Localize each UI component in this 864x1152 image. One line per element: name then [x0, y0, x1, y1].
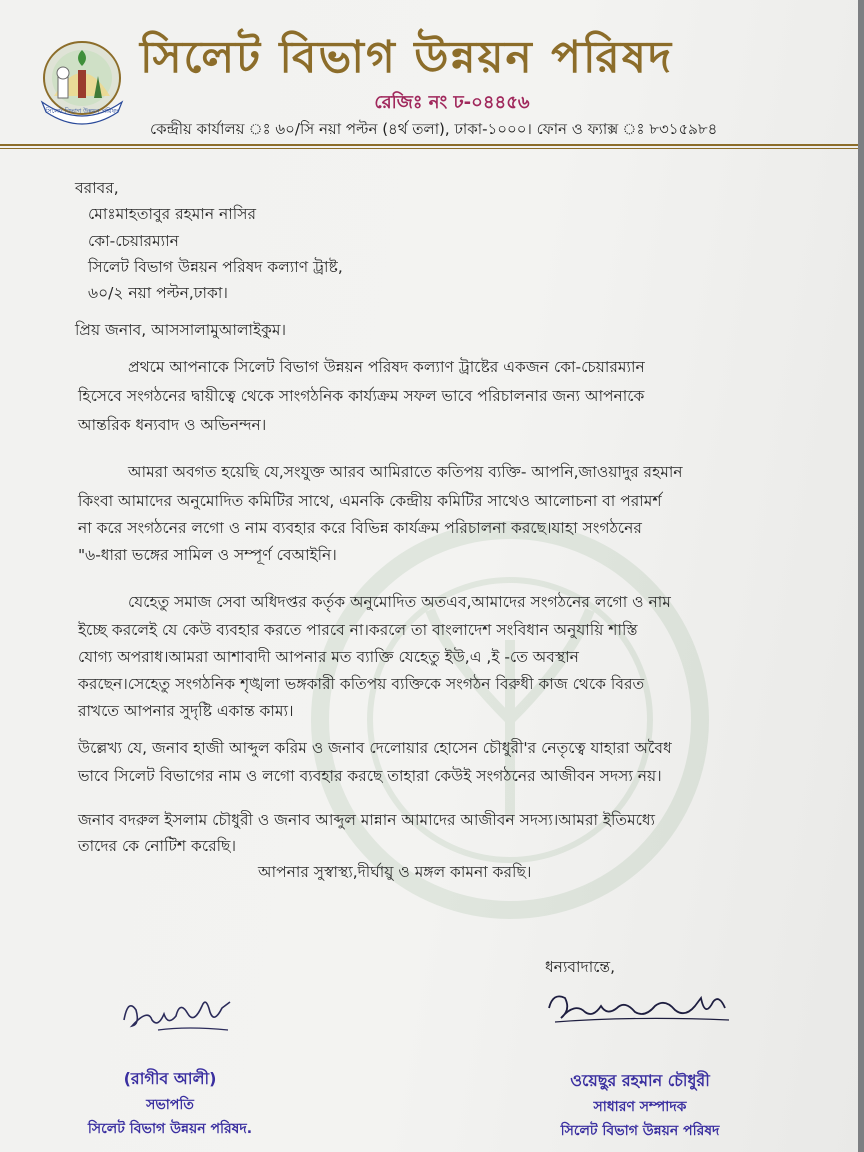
paragraph-4-line: উল্লেখ্য যে, জনাব হাজী আব্দুল করিম ও জনাব দেলোয়ার হোসেন চৌধুরী'র নেতৃত্বে যাহারা অবৈধ	[78, 739, 672, 757]
paragraph-1-line: আন্তরিক ধন্যবাদ ও অভিনন্দন।	[78, 416, 267, 434]
left-signatory	[70, 1066, 270, 1141]
right-signature-scribble	[545, 988, 735, 1032]
left-signatory-title: সভাপতি	[146, 1097, 194, 1113]
logo-ribbon-text: সিলেট বিভাগ উন্নয়ন পরিষদ	[45, 107, 119, 115]
paragraph-5-line: জনাব বদরুল ইসলাম চৌধুরী ও জনাব আব্দুল মান্নান আমাদের আজীবন সদস্য।আমরা ইতিমধ্যে	[78, 811, 656, 829]
paragraph-5-line: তাদের কে নোটিশ করেছি।	[78, 837, 236, 855]
left-signatory-organization: সিলেট বিভাগ উন্নয়ন পরিষদ.	[87, 1121, 253, 1137]
right-signatory	[530, 1068, 750, 1143]
right-signatory-name: ওয়েছুর রহমান চৌধুরী	[570, 1071, 710, 1090]
recipient-organization: সিলেট বিভাগ উন্নয়ন পরিষদ কল্যাণ ট্রাষ্ট,	[88, 258, 343, 276]
paragraph-2-line: "৬-ধারা ভঙ্গের সামিল ও সম্পূর্ণ বেআইনি।	[78, 546, 337, 564]
paragraph-2-line: কিংবা আমাদের অনুমোদিত কমিটির সাথে, এমনকি কেন্দ্রীয় কমিটির সাথেও আলোচনা বা পরামর্শ	[78, 492, 662, 510]
greeting: প্রিয় জনাব, আসসালামুআলাইকুম।	[75, 321, 287, 339]
paragraph-2-line: আমরা অবগত হয়েছি যে,সংযুক্ত আরব আমিরাতে কতিপয় ব্যক্তি- আপনি,জাওয়াদুর রহমান	[128, 463, 683, 481]
right-signatory-organization: সিলেট বিভাগ উন্নয়ন পরিষদ	[560, 1123, 720, 1139]
valediction: ধন্যবাদান্তে,	[545, 958, 616, 976]
header-rule-thin	[0, 148, 858, 149]
recipient-name: মোঃমাহতাবুর রহমান নাসির	[88, 205, 256, 223]
paragraph-3-line: যোগ্য অপরাধ।আমরা আশাবাদী আপনার মত ব্যাক্তি যেহেতু ইউ,এ ,ই -তে অবস্থান	[78, 648, 579, 666]
paragraph-3-line: যেহেতু সমাজ সেবা অধিদপ্তর কর্তৃক অনুমোদিত অতএব,আমাদের সংগঠনের লগো ও নাম	[128, 593, 671, 611]
organization-title: সিলেট বিভাগ উন্নয়ন পরিষদ	[140, 32, 674, 83]
paragraph-1-line: প্রথমে আপনাকে সিলেট বিভাগ উন্নয়ন পরিষদ কল্যাণ ট্রাষ্টের একজন কো-চেয়ারম্যান	[128, 358, 645, 376]
right-signatory-title: সাধারণ সম্পাদক	[593, 1099, 687, 1115]
paragraph-3-line: ইচ্ছে করলেই যে কেউ ব্যবহার করতে পারবে না।করলে তা বাংলাদেশ সংবিধান অনুযায়ি শাস্তি	[78, 621, 638, 639]
left-signatory-name: (রাগীব আলী)	[123, 1069, 217, 1088]
paragraph-2-line: না করে সংগঠনের লগো ও নাম ব্যবহার করে বিভিন্ন কার্যক্রম পরিচালনা করছে।যাহা সংগঠনের	[78, 519, 642, 537]
paragraph-3-line: করছেন।সেহেতু সংগঠনিক শৃঙ্খলা ভঙ্গকারী কতিপয় ব্যক্তিকে সংগঠন বিরুধী কাজ থেকে বিরত	[78, 675, 645, 693]
header-rule	[0, 144, 858, 146]
recipient-designation: কো-চেয়ারম্যান	[88, 232, 179, 250]
paragraph-4-line: ভাবে সিলেট বিভাগের নাম ও লগো ব্যবহার করছে তাহারা কেউই সংগঠনের আজীবন সদস্য নয়।	[78, 767, 662, 785]
left-signature-scribble	[118, 990, 236, 1040]
registration-number: রেজিঃ নং ঢ-০৪৪৫৬	[374, 92, 530, 113]
paragraph-3-line: রাখতে আপনার সুদৃষ্টি একান্ত কাম্য।	[78, 702, 294, 720]
office-address: কেন্দ্রীয় কার্যালয় ঃ ৬০/সি নয়া পল্টন (৪র্থ তলা), ঢাকা-১০০০। ফোন ও ফ্যাক্স ঃ ৮৩১৫৯৮৪	[150, 120, 718, 138]
paragraph-1-line: হিসেবে সংগঠনের দ্বায়ীত্বে থেকে সাংগঠনিক কার্য্যক্রম সফল ভাবে পরিচালনার জন্য আপনাকে	[78, 387, 645, 405]
recipient-address: ৬০/২ নয়া পল্টন,ঢাকা।	[88, 284, 228, 302]
closing-wish: আপনার সুস্বাস্থ্য,দীর্ঘায়ু ও মঙ্গল কামনা করছি।	[258, 863, 532, 881]
recipient-to: বরাবর,	[75, 179, 119, 197]
